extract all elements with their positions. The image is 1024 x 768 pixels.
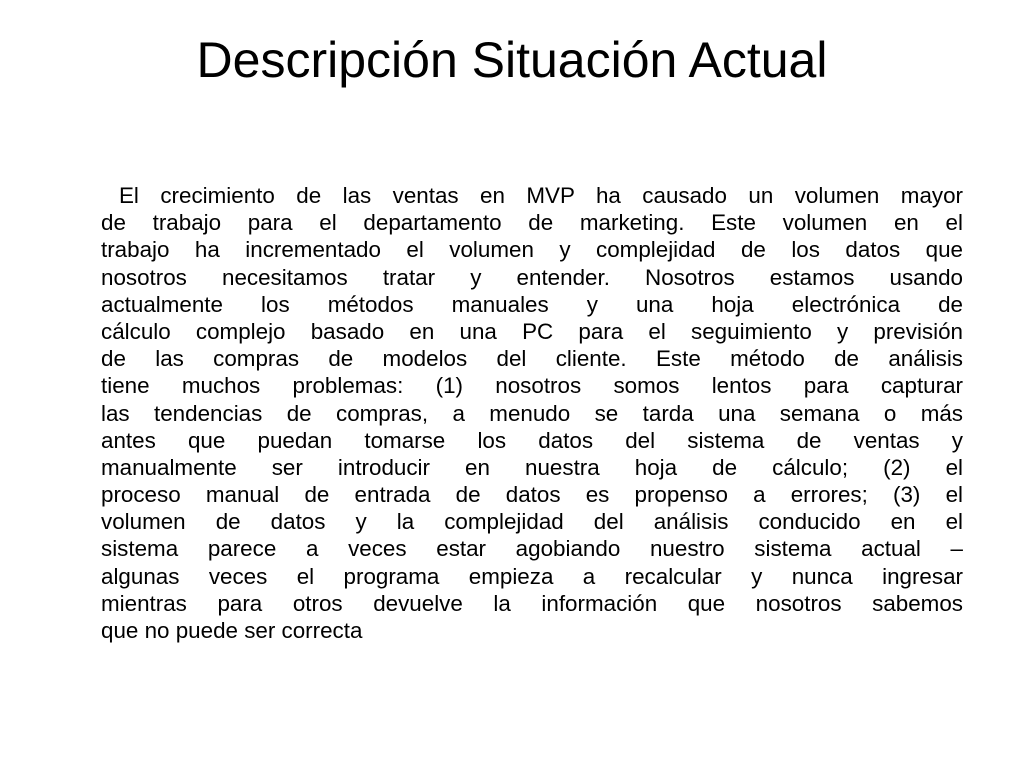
- body-line: las tendencias de compras, a menudo se tarda una semana o más: [101, 400, 963, 426]
- body-line: El crecimiento de las ventas en MVP ha causado un volumen mayor: [119, 183, 963, 208]
- body-line: actualmente los métodos manuales y una hoja electrónica de: [101, 291, 963, 317]
- body-line: de trabajo para el departamento de marketing. Este volumen en el: [101, 210, 963, 236]
- body-line: tiene muchos problemas: (1) nosotros somos lentos para capturar: [101, 373, 963, 399]
- body-line: antes que puedan tomarse los datos del sistema de ventas y: [101, 427, 963, 453]
- slide-title: Descripción Situación Actual: [196, 32, 828, 88]
- body-line: sistema parece a veces estar agobiando nuestro sistema actual –: [101, 536, 963, 562]
- body-line: que no puede ser correcta: [101, 618, 363, 643]
- body-line: mientras para otros devuelve la información que nosotros sabemos: [101, 590, 963, 616]
- body-line: algunas veces el programa empieza a recalcular y nunca ingresar: [101, 563, 963, 589]
- body-line: proceso manual de entrada de datos es propenso a errores; (3) el: [101, 482, 963, 508]
- body-line: trabajo ha incrementado el volumen y complejidad de los datos que: [101, 237, 963, 263]
- body-line: de las compras de modelos del cliente. Este método de análisis: [101, 346, 963, 372]
- body-line: nosotros necesitamos tratar y entender. Nosotros estamos usando: [101, 264, 963, 290]
- body-line: manualmente ser introducir en nuestra hoja de cálculo; (2) el: [101, 454, 963, 480]
- body-line: cálculo complejo basado en una PC para el seguimiento y previsión: [101, 318, 963, 344]
- slide-body-paragraph: [101, 182, 963, 644]
- body-line: volumen de datos y la complejidad del análisis conducido en el: [101, 509, 963, 535]
